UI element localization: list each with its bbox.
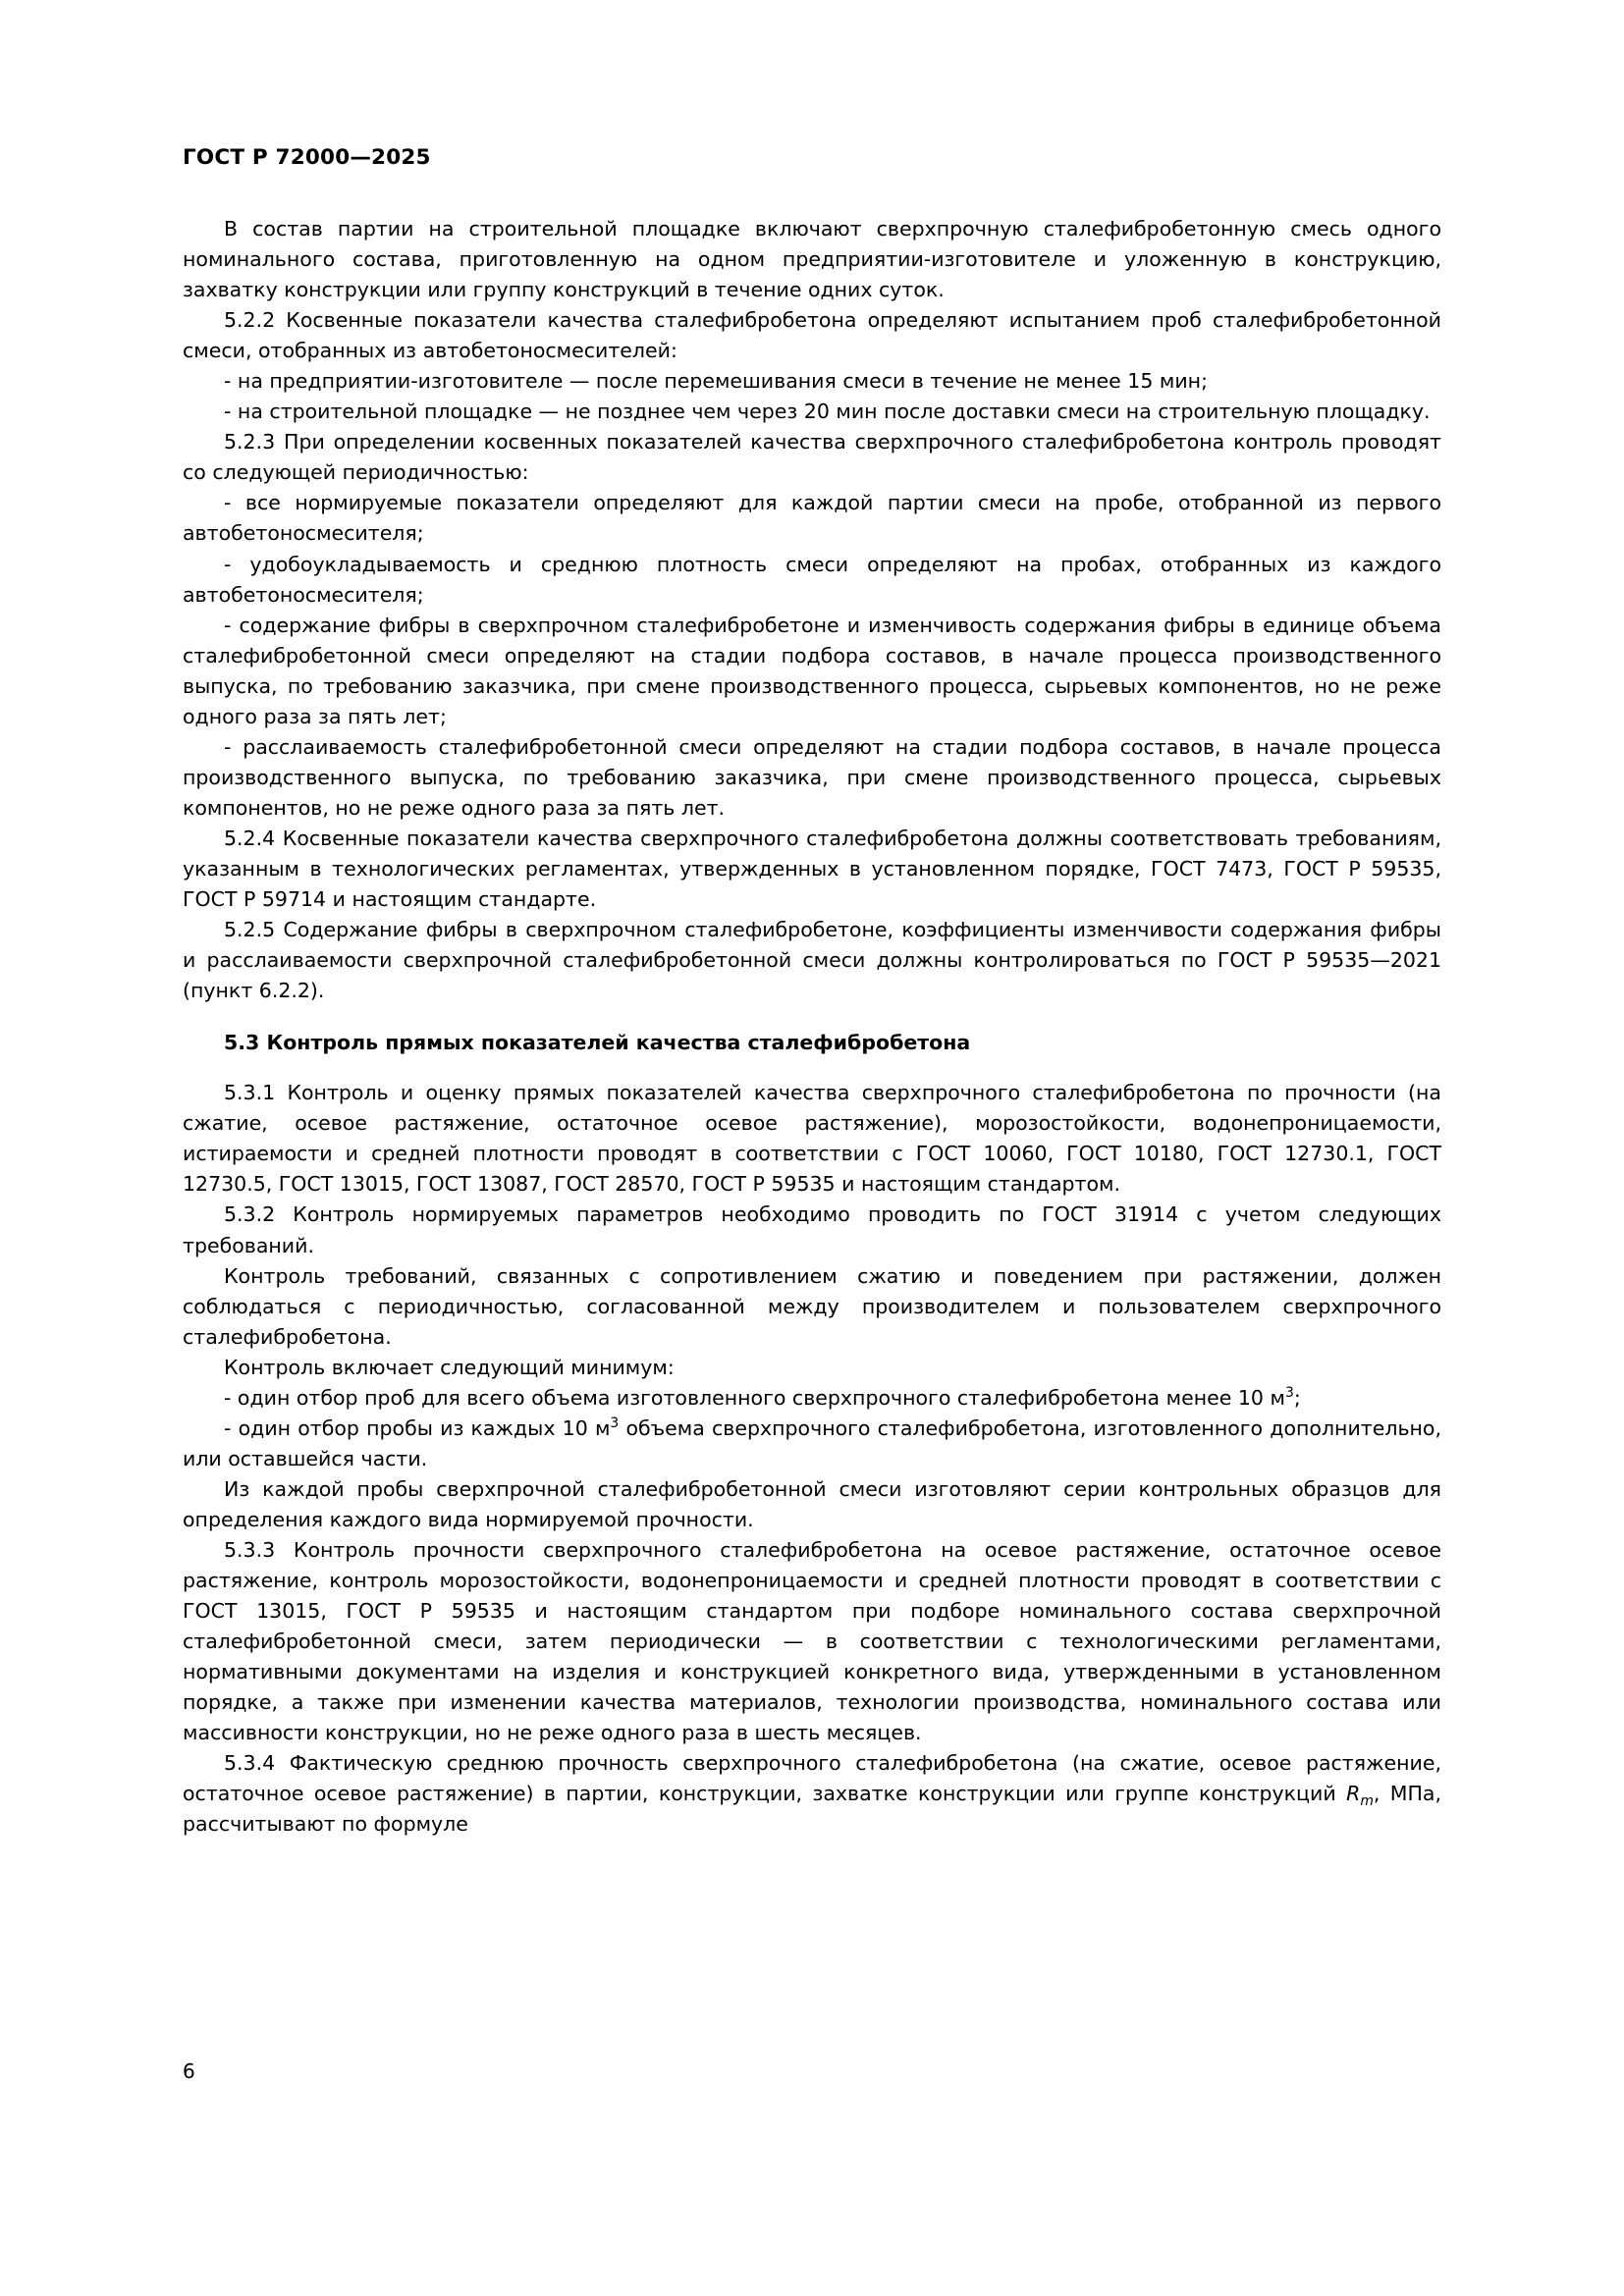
paragraph-5-3-1: 5.3.1 Контроль и оценку прямых показателей качества сверхпрочного сталефибробетона по прочности (на сжатие, осевое растяжение, остаточное осевое растяжение), морозостойкости, водонепроницаемости, истираемости и средней плотности проводят в соответствии с ГОСТ 10060, ГОСТ 10180, ГОСТ 12730.1, ГОСТ 12730.5, ГОСТ 13015, ГОСТ 13087, ГОСТ 28570, ГОСТ Р 59535 и настоящим стандартом. xyxy=(183,1081,1441,1197)
paragraph-5-2-3-dash-3: - содержание фибры в сверхпрочном сталефибробетоне и изменчивость содержания фибры в единице объема сталефибробетонной смеси определяют на стадии подбора составов, в начале процесса производственного выпуска, по требованию заказчика, при смене производственного процесса, сырьевых компонентов, но не реже одного раза за пять лет; xyxy=(183,613,1441,728)
paragraph-intro-batch: В состав партии на строительной площадке включают сверхпрочную сталефибробетонную смесь одного номинального состава, приготовленную на одном предприятии-изготовителе и уложенную в конструкцию, захватку конструкции или группу конструкций в течение одних суток. xyxy=(183,217,1441,302)
page-number: 6 xyxy=(183,2059,195,2083)
cubic-meter-exponent: 3 xyxy=(1284,1384,1294,1401)
section-heading-5-3: 5.3 Контроль прямых показателей качества сталефибробетона xyxy=(224,1031,971,1055)
cubic-meter-exponent: 3 xyxy=(610,1415,620,1431)
paragraph-5-2-4: 5.2.4 Косвенные показатели качества сверхпрочного сталефибробетона должны соответствовать требованиям, указанным в технологических регламентах, утвержденных в установленном порядке, ГОСТ 7473, ГОСТ Р 59535, ГОСТ Р 59714 и настоящим стандарте. xyxy=(183,826,1441,912)
paragraph-control-samples: Из каждой пробы сверхпрочной сталефибробетонной смеси изготовляют серии контрольных образцов для определения каждого вида нормируемой прочности. xyxy=(183,1476,1441,1531)
paragraph-5-3-2: 5.3.2 Контроль нормируемых параметров необходимо проводить по ГОСТ 31914 с учетом следующих требований. xyxy=(183,1202,1441,1257)
sampling-per-10m3-tail: объема сверхпрочного сталефибробетона, изготовленного дополнительно, или оставшейся части. xyxy=(183,1415,1441,1470)
sampling-per-10m3-text: - один отбор пробы из каждых 10 м xyxy=(224,1415,611,1440)
paragraph-sampling-min-volume xyxy=(183,1383,1441,1414)
paragraph-5-3-4 xyxy=(183,1748,1441,1840)
document-body xyxy=(183,214,1441,1840)
paragraph-5-2-5: 5.2.5 Содержание фибры в сверхпрочном сталефибробетоне, коэффициенты изменчивости содержания фибры и расслаиваемости сверхпрочной сталефибробетонной смеси должны контролироваться по ГОСТ Р 59535—2021 (пункт 6.2.2). xyxy=(183,918,1441,1003)
paragraph-5-2-3: 5.2.3 При определении косвенных показателей качества сверхпрочного сталефибробетона контроль проводят со следующей периодичностью: xyxy=(183,430,1441,485)
paragraph-5-2-2: 5.2.2 Косвенные показатели качества сталефибробетона определяют испытанием проб сталефибробетонной смеси, отобранных из автобетоносмесителей: xyxy=(183,308,1441,363)
paragraph-5-3-4-tail: , МПа, рассчитывают по формуле xyxy=(183,1782,1441,1837)
sampling-min-volume-text: - один отбор проб для всего объема изготовленного сверхпрочного сталефибробетона менее 10 м xyxy=(224,1385,1285,1410)
sampling-min-volume-tail: ; xyxy=(1293,1385,1301,1410)
paragraph-5-3-4-text: 5.3.4 Фактическую среднюю прочность сверхпрочного сталефибробетона (на сжатие, осевое растяжение, остаточное осевое растяжение) в партии, конструкции, захватке конструкции или группе конструкций xyxy=(183,1751,1441,1806)
paragraph-5-2-3-dash-2: - удобоукладываемость и среднюю плотность смеси определяют на пробах, отобранных из каждого автобетоносмесителя; xyxy=(183,552,1441,607)
paragraph-5-3-2-b: Контроль требований, связанных с сопротивлением сжатию и поведением при растяжении, должен соблюдаться с периодичностью, согласованной между производителем и пользователем сверхпрочного сталефибробетона. xyxy=(183,1263,1441,1349)
page-header: ГОСТ Р 72000—2025 xyxy=(183,145,431,170)
paragraph-5-2-2-dash-2: - на строительной площадке — не позднее чем через 20 мин после доставки смеси на строительную площадку. xyxy=(224,400,1431,424)
variable-R-subscript: m xyxy=(1360,1793,1374,1810)
paragraph-5-2-2-dash-1: - на предприятии-изготовителе — после перемешивания смеси в течение не менее 15 мин; xyxy=(224,369,1208,394)
paragraph-5-2-3-dash-4: - расслаиваемость сталефибробетонной смеси определяют на стадии подбора составов, в начале процесса производственного выпуска, по требованию заказчика, при смене производственного процесса, сырьевых компонентов, но не реже одного раза за пять лет. xyxy=(183,734,1441,820)
paragraph-5-3-3: 5.3.3 Контроль прочности сверхпрочного сталефибробетона на осевое растяжение, остаточное осевое растяжение, контроль морозостойкости, водонепроницаемости и средней плотности проводят в соответствии с ГОСТ 13015, ГОСТ Р 59535 и настоящим стандартом при подборе номинального состава сверхпрочной сталефибробетонной смеси, затем периодически — в соответствии с технологическими регламентами, нормативными документами на изделия и конструкцией конкретного вида, утвержденными в установленном порядке, а также при изменении качества материалов, технологии производства, номинального состава или массивности конструкции, но не реже одного раза в шесть месяцев. xyxy=(183,1537,1441,1745)
paragraph-5-2-3-dash-1: - все нормируемые показатели определяют для каждой партии смеси на пробе, отобранной из первого автобетоносмесителя; xyxy=(183,491,1441,546)
paragraph-sampling-per-10m3 xyxy=(183,1414,1441,1474)
variable-R: R xyxy=(1346,1782,1361,1806)
paragraph-5-3-2-c: Контроль включает следующий минимум: xyxy=(224,1355,675,1379)
